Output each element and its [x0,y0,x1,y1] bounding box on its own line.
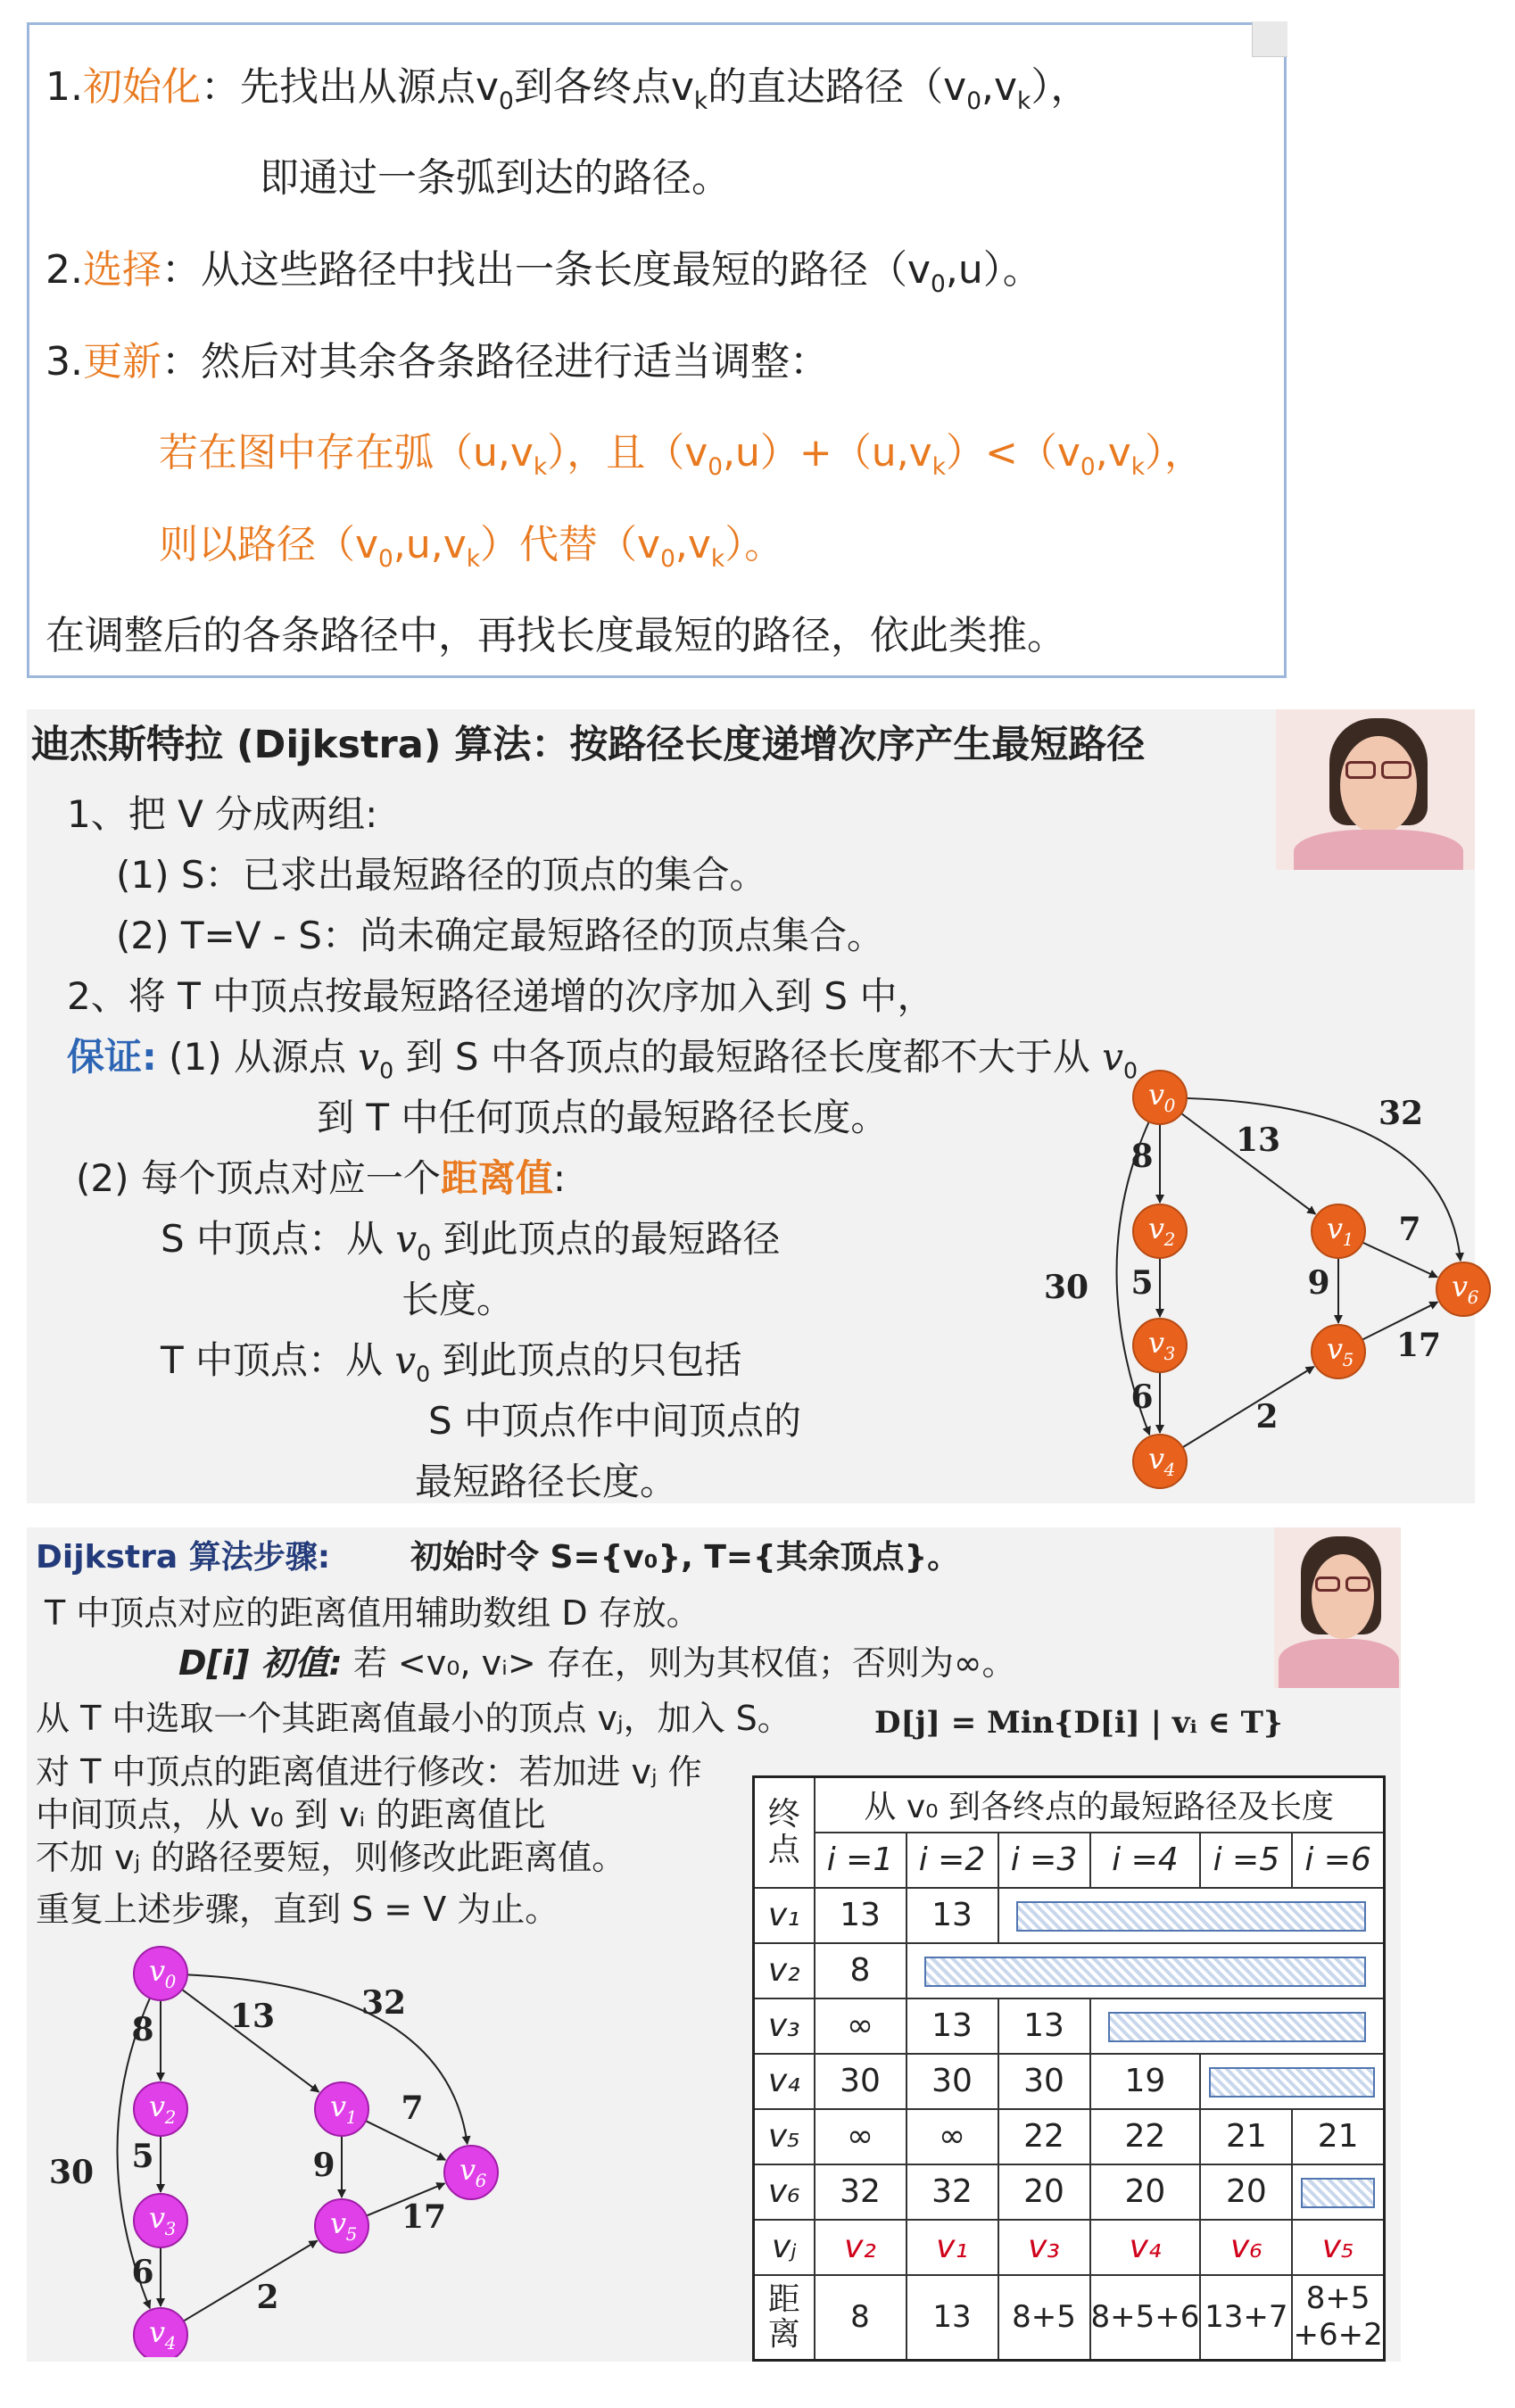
min-formula: D[j] = Min{D[i] | vᵢ ∈ T} [874,1705,1283,1741]
table-cell: 30 [815,2054,907,2109]
svg-text:v: v [1326,1212,1344,1245]
vj-cell: v₄ [1090,2220,1201,2275]
table-cell: 20 [998,2164,1090,2220]
row-label: v₄ [754,2054,815,2109]
svg-text:5: 5 [1342,1349,1354,1370]
edge-weight-v0-v2: 8 [1130,1138,1154,1175]
steps-line-2: D[i] 初值: 若 <v₀, vᵢ> 存在，则为其权值；否则为∞。 [178,1643,1016,1683]
table-cell: ∞ [907,2109,998,2164]
overview-line-4: 2、将 T 中顶点按最短路径递增的次序加入到 S 中， [67,974,935,1018]
node-v3 [1133,1319,1187,1372]
overview-line-2: (1) S：已求出最短路径的顶点的集合。 [116,853,767,897]
overview-line-11: S 中顶点作中间顶点的 [428,1399,802,1443]
row-label: v₅ [754,2109,815,2164]
table-cell: 20 [1090,2164,1201,2220]
panel-dijkstra-steps [27,1527,1401,2362]
table-cell: ∞ [815,2109,907,2164]
edge-weight-v0-v6: 32 [360,1984,407,2022]
edge-weight-v5-v6: 17 [401,2198,447,2236]
edge-v4-v5 [1183,1367,1314,1448]
table-row [754,1943,1385,1998]
svg-text:5: 5 [345,2223,358,2245]
steps-title: Dijkstra 算法步骤: [36,1539,331,1576]
svg-text:6: 6 [475,2170,487,2191]
svg-text:v: v [148,2315,166,2349]
node-v2 [134,2082,187,2136]
table-cell: 19 [1090,2054,1201,2109]
node-v1 [315,2082,368,2136]
overview-line-12: 最短路径长度。 [415,1460,678,1503]
node-v4 [1133,1435,1187,1488]
svg-text:v: v [329,2206,347,2240]
steps-line-6: 不加 vⱼ 的路径要短，则修改此距离值。 [36,1838,626,1877]
edge-weight-v3-v4: 6 [1130,1378,1154,1416]
overview-line-9: 长度。 [402,1278,515,1321]
table-cell: 32 [907,2164,998,2220]
table-cell: 21 [1200,2109,1292,2164]
edge-weight-v0-v4: 30 [1043,1269,1089,1306]
edge-v4-v5 [184,2240,318,2321]
table-col-header: i =3 [998,1833,1090,1888]
settled-hatch [1301,2178,1375,2208]
step1-line: 1.初始化：先找出从源点$v_0$到各终点$v_k$的直达路径$(v_0,v_k)$， [46,64,1090,115]
table-cell: 30 [907,2054,998,2109]
vj-cell: v₅ [1292,2220,1384,2275]
svg-text:6: 6 [1467,1287,1479,1308]
dist-cell: 8+5+6 [1090,2275,1201,2361]
step1-cont-line: 即通过一条弧到达的路径。 [260,155,731,201]
step3-line: 3.更新：然后对其余各条路径进行适当调整： [46,339,829,385]
table-cell: 13 [907,1998,998,2054]
table-cell: 13 [998,1998,1090,2054]
condition-line: 若在图中存在弧$(u,v_k)$，且$(v_0,u)+(u,v_k)<(v_0,v_k)$， [159,430,1205,481]
replace-line: 则以路径$(v_0,u,v_k)$代替$(v_0,v_k)$。 [159,522,784,573]
table-row [754,2109,1385,2164]
repeat-line: 在调整后的各条路径中，再找长度最短的路径，依此类推。 [46,613,1066,658]
node-v4 [134,2308,187,2357]
edge-weight-v0-v1: 13 [1235,1121,1281,1159]
dist-cell: 13+7 [1200,2275,1292,2361]
svg-text:4: 4 [1163,1459,1176,1480]
vj-cell: v₁ [907,2220,998,2275]
svg-text:v: v [148,1954,166,1988]
dist-cell: 8 [815,2275,907,2361]
presenter-avatar-small [1274,1527,1401,1688]
table-cell: 30 [998,2054,1090,2109]
table-col-header: i =1 [815,1833,907,1888]
svg-text:v: v [1147,1326,1165,1360]
steps-line-7: 重复上述步骤，直到 S = V 为止。 [36,1890,559,1929]
table-cell: ∞ [815,1998,907,2054]
edge-weight-v1-v5: 9 [312,2147,335,2184]
svg-text:v: v [148,2201,166,2235]
table-corner: 终点 [754,1777,815,1888]
node-v0 [1133,1071,1187,1124]
overview-line-10: T 中顶点：从 $v_0$ 到此顶点的只包括 [161,1338,742,1387]
settled-hatch [924,1957,1366,1987]
vj-cell: v₂ [815,2220,907,2275]
svg-text:v: v [1326,1332,1344,1366]
overview-line-1: 1、把 V 分成两组: [67,792,378,836]
overview-line-6: 到 T 中任何顶点的最短路径长度。 [317,1096,889,1139]
graph-diagram-2 [36,1942,553,2357]
svg-text:v: v [1451,1270,1469,1303]
svg-text:v: v [1147,1078,1165,1112]
svg-text:0: 0 [164,1971,177,1992]
node-v1 [1312,1204,1365,1258]
overview-line-5: 保证: (1) 从源点 $v_0$ 到 S 中各顶点的最短路径长度都不大于从 $v_0$ [67,1035,1138,1084]
node-v6 [1436,1262,1490,1316]
svg-text:v: v [459,2153,476,2187]
row-label: v₁ [754,1888,815,1943]
node-v6 [444,2146,498,2199]
overview-line-8: S 中顶点：从 $v_0$ 到此顶点的最短路径 [161,1217,781,1266]
table-col-header: i =4 [1090,1833,1201,1888]
presenter-avatar [1276,709,1475,870]
node-v5 [315,2199,368,2253]
row-label: v₆ [754,2164,815,2220]
edge-weight-v0-v1: 13 [229,1998,276,2035]
settled-hatch [1108,2012,1366,2042]
svg-text:v: v [1147,1442,1165,1476]
edge-weight-v1-v6: 7 [401,2089,424,2127]
table-row [754,2054,1385,2109]
table-cell: 32 [815,2164,907,2220]
hatched-cell [1292,2164,1384,2220]
table-cell: 22 [1090,2109,1201,2164]
edge-weight-v0-v6: 32 [1378,1095,1424,1132]
steps-line-1: T 中顶点对应的距离值用辅助数组 D 存放。 [45,1593,700,1633]
hatched-cell [1200,2054,1384,2109]
step2-line: 2.选择：从这些路径中找出一条长度最短的路径$(v_0,u)$。 [46,247,1042,298]
overview-title: 迪杰斯特拉 (Dijkstra) 算法：按路径长度递增次序产生最短路径 [31,723,1146,767]
table-col-header: i =5 [1200,1833,1292,1888]
node-v2 [1133,1204,1187,1258]
overview-line-3: (2) T=V - S：尚未确定最短路径的顶点集合。 [116,914,884,957]
edge-weight-v4-v5: 2 [1255,1398,1279,1436]
overview-line-7: (2) 每个顶点对应一个距离值: [76,1156,567,1200]
panel-dijkstra-overview [27,709,1479,1503]
row-label: v₂ [754,1943,815,1998]
dist-cell: 8+5 [998,2275,1090,2361]
svg-text:3: 3 [1163,1343,1176,1364]
table-cell: 13 [815,1888,907,1943]
edge-weight-v1-v5: 9 [1307,1264,1330,1302]
svg-text:4: 4 [164,2332,177,2354]
svg-text:2: 2 [1163,1229,1176,1250]
dist-label: 距离 [754,2275,815,2361]
edge-weight-v2-v3: 5 [131,2138,154,2175]
settled-hatch [1016,1901,1366,1932]
settled-hatch [1209,2067,1375,2098]
edge-weight-v0-v4: 30 [48,2154,95,2191]
edge-weight-v3-v4: 6 [131,2254,154,2291]
steps-init: 初始时令 S={v₀}, T={其余顶点}。 [410,1539,960,1576]
table-row [754,1888,1385,1943]
steps-line-5: 中间顶点，从 v₀ 到 vᵢ 的距离值比 [36,1795,546,1834]
edge-weight-v4-v5: 2 [256,2279,279,2316]
table-row [754,2164,1385,2220]
table-cell: 13 [907,1888,998,1943]
table-cell: 22 [998,2109,1090,2164]
node-v0 [134,1947,187,2000]
svg-text:v: v [329,2089,347,2123]
graph-diagram-1 [999,1062,1499,1499]
hatched-cell [907,1943,1385,1998]
table-cell: 8 [815,1943,907,1998]
svg-text:3: 3 [164,2218,177,2239]
table-col-header: i =6 [1292,1833,1384,1888]
edge-weight-v0-v2: 8 [131,2011,154,2048]
distance-table [752,1775,1386,2362]
slide-corner [1252,21,1287,57]
table-cell: 20 [1200,2164,1292,2220]
vj-cell: v₆ [1200,2220,1292,2275]
svg-text:2: 2 [164,2106,177,2128]
row-label: v₃ [754,1998,815,2054]
table-col-header: i =2 [907,1833,998,1888]
node-v5 [1312,1325,1365,1378]
node-v3 [134,2194,187,2247]
hatched-cell [1090,1998,1385,2054]
table-header: 从 v₀ 到各终点的最短路径及长度 [815,1777,1385,1833]
hatched-cell [998,1888,1385,1943]
svg-text:1: 1 [345,2106,358,2128]
steps-line-4: 对 T 中顶点的距离值进行修改：若加进 vⱼ 作 [36,1752,702,1792]
edge-weight-v5-v6: 17 [1395,1327,1442,1364]
vj-cell: v₃ [998,2220,1090,2275]
table-row [754,1998,1385,2054]
edge-weight-v2-v3: 5 [1130,1264,1154,1302]
svg-text:1: 1 [1342,1229,1354,1250]
edge-weight-v1-v6: 7 [1398,1211,1421,1248]
svg-text:v: v [148,2089,166,2123]
dist-cell: 13 [907,2275,998,2361]
svg-text:0: 0 [1163,1095,1176,1116]
steps-line-3: 从 T 中选取一个其距离值最小的顶点 vⱼ，加入 S。 [36,1699,791,1738]
table-cell: 21 [1292,2109,1384,2164]
dist-cell: 8+5 +6+2 [1292,2275,1384,2361]
svg-text:v: v [1147,1212,1165,1245]
panel-initialize-select-update [27,22,1287,678]
vj-label: vⱼ [754,2220,815,2275]
